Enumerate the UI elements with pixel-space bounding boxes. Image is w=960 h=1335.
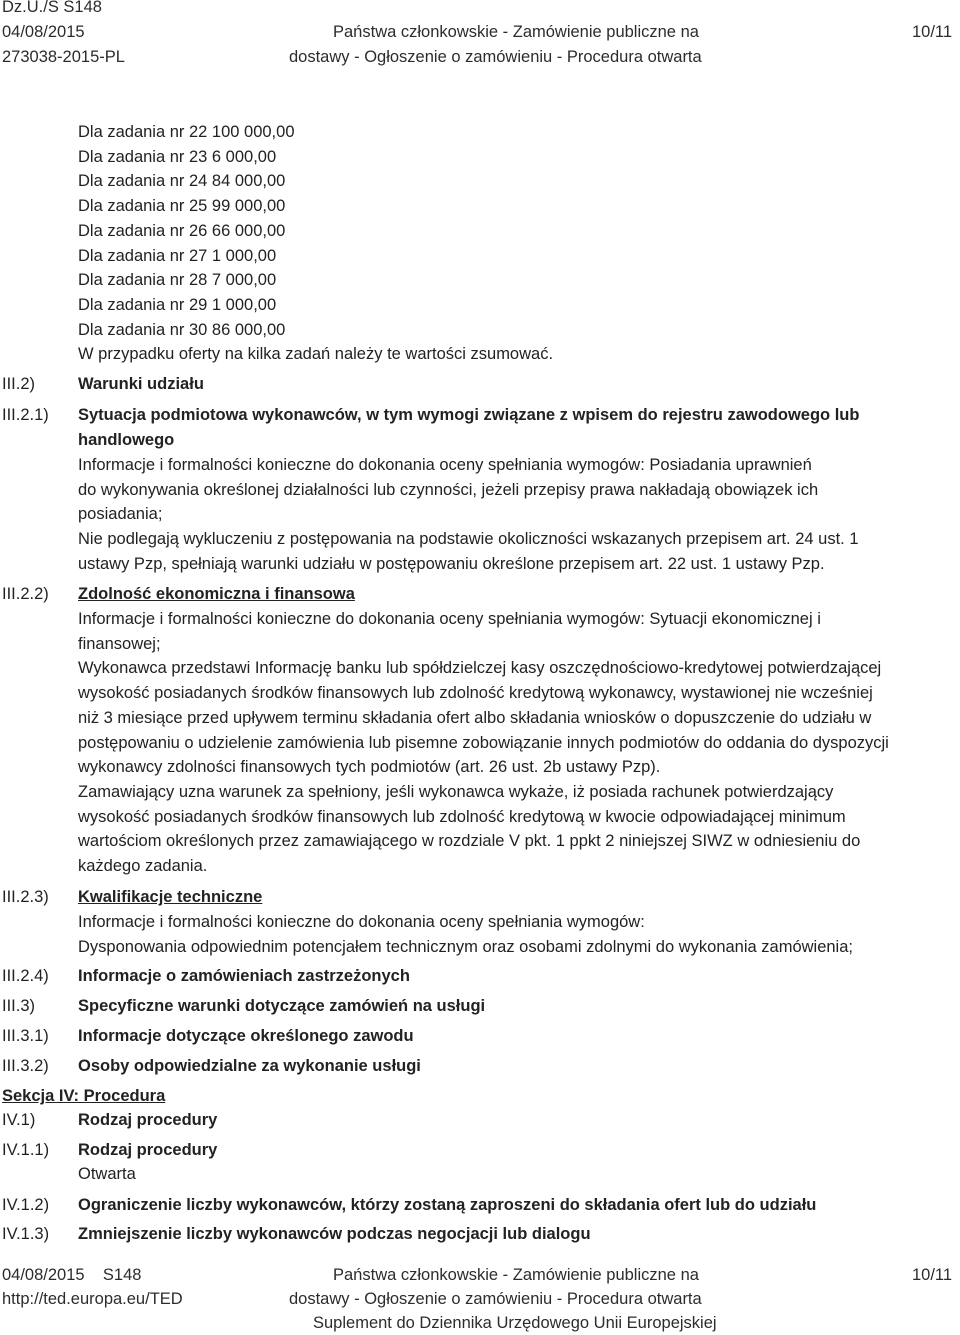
text-line: wykonawcy zdolności finansowych tych podmiotów (art. 26 ust. 2b ustawy Pzp). (78, 758, 661, 777)
section-label-iv1: IV.1) (2, 1111, 36, 1129)
section-title-iii24: Informacje o zamówieniach zastrzeżonych (78, 967, 410, 985)
text-line: Nie podlegają wykluczeniu z postępowania na podstawie okoliczności wskazanych przepisem art. 24 ust. 1 (78, 530, 859, 549)
section-title-iii22: Zdolność ekonomiczna i finansowa (78, 585, 355, 603)
text-line: postępowaniu o udzielenie zamówienia lub pisemne zobowiązanie innych podmiotów do oddania do dyspozycji (78, 733, 889, 752)
list-item: Dla zadania nr 24 84 000,00 (78, 172, 286, 191)
footer-title-line2: dostawy - Ogłoszenie o zamówieniu - Procedura otwarta (289, 1290, 702, 1308)
title-line: handlowego (78, 430, 175, 449)
section-heading-iv: Sekcja IV: Procedura (2, 1087, 166, 1105)
section-text-iii21 (78, 453, 956, 577)
section-text-iii22 (78, 607, 956, 879)
list-item: Dla zadania nr 26 66 000,00 (78, 221, 286, 240)
section-label-iii31: III.3.1) (2, 1027, 49, 1045)
section-label-iii32: III.3.2) (2, 1057, 49, 1075)
list-item: Dla zadania nr 28 7 000,00 (78, 271, 277, 290)
zadania-list (78, 120, 956, 367)
list-item: Dla zadania nr 27 1 000,00 (78, 246, 277, 265)
section-title-iv1: Rodzaj procedury (78, 1111, 218, 1129)
section-label-iv13: IV.1.3) (2, 1225, 50, 1243)
header-journal-ref: Dz.U./S S148 (2, 0, 102, 16)
text-line: każdego zadania. (78, 857, 208, 876)
title-line: Sytuacja podmiotowa wykonawców, w tym wymogi związane z wpisem do rejestru zawodowego lub (78, 406, 860, 424)
section-label-iii2: III.2) (2, 375, 36, 393)
text-line: Informacje i formalności konieczne do dokonania oceny spełniania wymogów: Sytuacji ekonomicznej i (78, 610, 821, 628)
section-title-iv13: Zmniejszenie liczby wykonawców podczas negocjacji lub dialogu (78, 1225, 591, 1243)
section-label-iii22: III.2.2) (2, 585, 49, 603)
text-line: wartościom określonych przez zamawiającego w rozdziale V pkt. 1 ppkt 2 niniejszej SIWZ w odniesieniu do (78, 832, 861, 851)
list-item: Dla zadania nr 25 99 000,00 (78, 197, 286, 216)
footer-title-line1: Państwa członkowskie - Zamówienie publiczne na (333, 1266, 699, 1284)
section-label-iv11: IV.1.1) (2, 1141, 50, 1159)
footer-date-issue: 04/08/2015 S148 (2, 1266, 142, 1284)
section-title-iv12: Ograniczenie liczby wykonawców, którzy zostaną zaproszeni do składania ofert lub do udziału (78, 1196, 817, 1214)
text-line: do wykonywania określonej działalności lub czynności, jeżeli przepisy prawa nakładają obowiązek ich (78, 480, 819, 499)
list-item: Dla zadania nr 22 100 000,00 (78, 123, 295, 141)
section-label-iii21: III.2.1) (2, 406, 49, 424)
text-line: Informacje i formalności konieczne do dokonania oceny spełniania wymogów: Posiadania uprawnień (78, 456, 812, 474)
section-label-iii23: III.2.3) (2, 888, 49, 906)
footer-supplement: Suplement do Dziennika Urzędowego Unii Europejskiej (313, 1314, 717, 1332)
header-notice-number: 273038-2015-PL (2, 48, 125, 66)
section-title-iii21 (78, 403, 956, 452)
procedure-type-value: Otwarta (78, 1165, 136, 1183)
text-line: wysokość posiadanych środków finansowych lub zdolność kredytową wykonawcy, wystawionej nie wcześniej (78, 684, 873, 703)
section-label-iv12: IV.1.2) (2, 1196, 50, 1214)
section-title-iii2: Warunki udziału (78, 375, 204, 393)
section-title-iv11: Rodzaj procedury (78, 1141, 218, 1159)
text-line: posiadania; (78, 505, 163, 524)
section-title-iii32: Osoby odpowiedzialne za wykonanie usługi (78, 1057, 421, 1075)
text-line: Dysponowania odpowiednim potencjałem technicznym oraz osobami zdolnymi do wykonania zamówienia; (78, 937, 853, 956)
list-item: Dla zadania nr 29 1 000,00 (78, 295, 277, 314)
section-text-iii23 (78, 910, 956, 959)
footer-page-number: 10/11 (912, 1266, 953, 1284)
section-label-iii3: III.3) (2, 997, 36, 1015)
text-line: niż 3 miesiące przed upływem terminu składania ofert albo składania wniosków o dopuszczenie do udziału w (78, 708, 872, 727)
header-page-number: 10/11 (912, 23, 953, 41)
footer-ted-link[interactable]: http://ted.europa.eu/TED (2, 1290, 183, 1308)
text-line: wysokość posiadanych środków finansowych lub zdolność kredytową w kwocie odpowiadającej minimum (78, 807, 846, 826)
list-item: W przypadku oferty na kilka zadań należy te wartości zsumować. (78, 345, 554, 364)
text-line: Wykonawca przedstawi Informację banku lub spółdzielczej kasy oszczędnościowo-kredytowej potwierdzającej (78, 659, 882, 678)
section-title-iii3: Specyficzne warunki dotyczące zamówień na usługi (78, 997, 486, 1015)
header-title-line2: dostawy - Ogłoszenie o zamówieniu - Procedura otwarta (289, 48, 702, 66)
header-date: 04/08/2015 (2, 23, 85, 41)
text-line: Zamawiający uzna warunek za spełniony, jeśli wykonawca wykaże, iż posiada rachunek potwierdzający (78, 782, 834, 801)
section-label-iii24: III.2.4) (2, 967, 49, 985)
list-item: Dla zadania nr 30 86 000,00 (78, 320, 286, 339)
section-title-iii31: Informacje dotyczące określonego zawodu (78, 1027, 414, 1045)
header-title-line1: Państwa członkowskie - Zamówienie publiczne na (333, 23, 699, 41)
text-line: Informacje i formalności konieczne do dokonania oceny spełniania wymogów: (78, 913, 645, 931)
text-line: finansowej; (78, 634, 161, 653)
section-title-iii23: Kwalifikacje techniczne (78, 888, 263, 906)
list-item: Dla zadania nr 23 6 000,00 (78, 147, 277, 166)
text-line: ustawy Pzp, spełniają warunki udziału w postępowaniu określone przepisem art. 22 ust. 1 ustawy Pzp. (78, 554, 825, 573)
